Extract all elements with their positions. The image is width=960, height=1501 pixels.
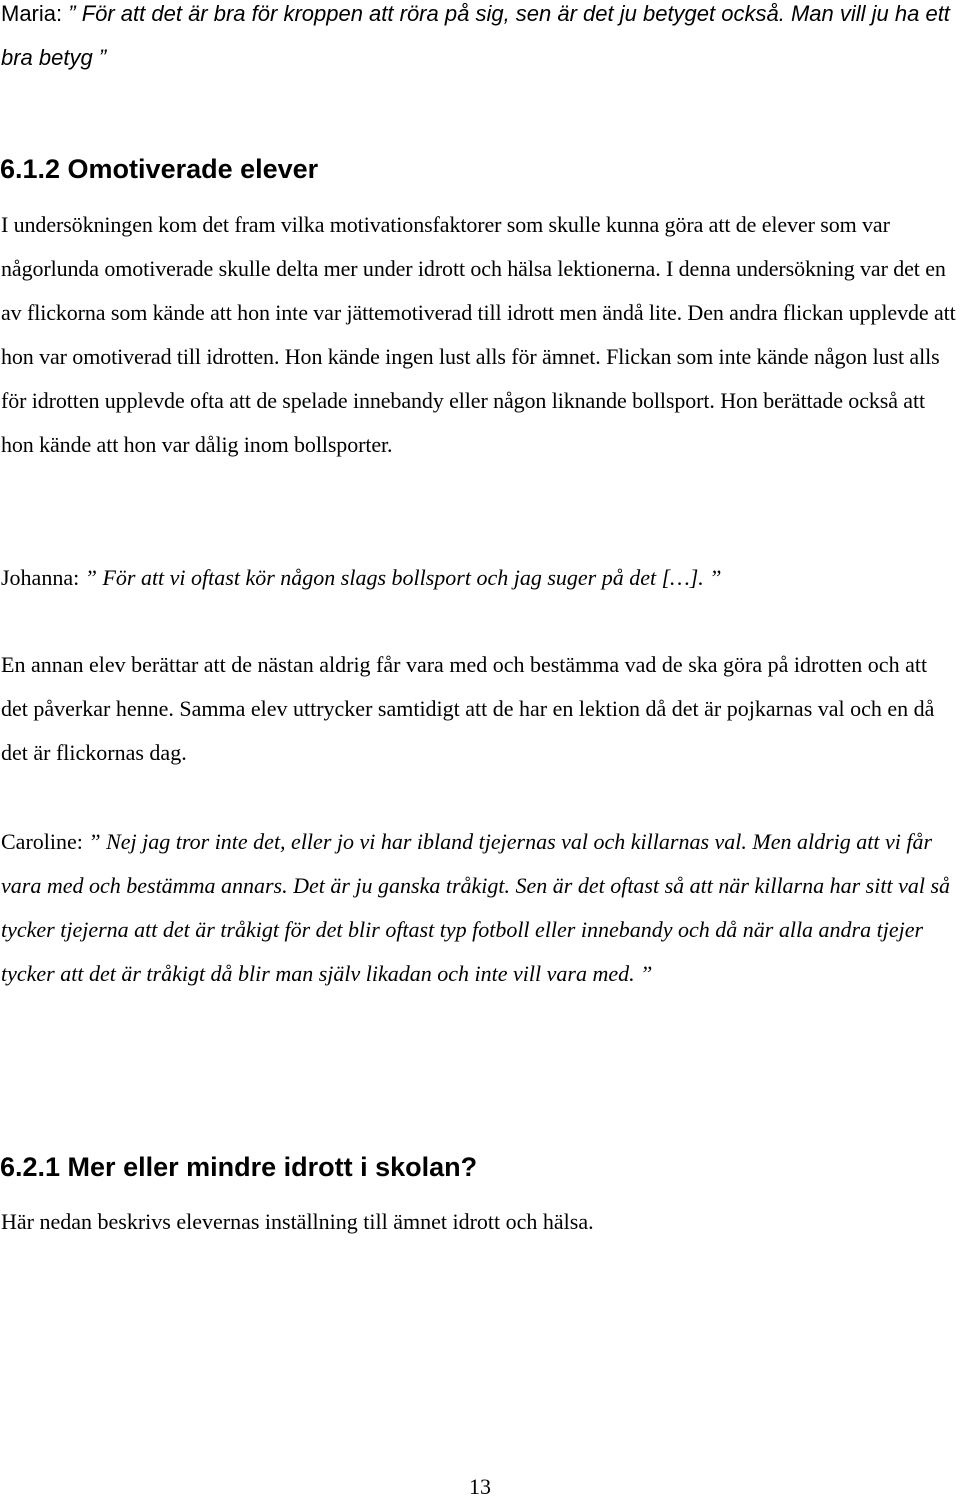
section-heading-6-1-2: 6.1.2 Omotiverade elever — [0, 154, 319, 184]
quote-speaker: Caroline: — [1, 829, 83, 854]
paragraph-annan-elev: En annan elev berättar att de nästan aldrig får vara med och bestämma vad de ska göra på idrotten och att det påverkar henne. Samma elev uttrycker samtidigt att de har en lektion då det är pojkarnas val och en då det är flickornas dag. — [1, 652, 935, 765]
quote-caroline — [1, 820, 959, 996]
quote-speaker: Johanna: — [1, 565, 80, 590]
quote-text: ” För att det är bra för kroppen att röra på sig, sen är det ju betyget också. Man vill ju ha ett bra betyg ” — [1, 1, 950, 70]
quote-speaker: Maria: — [1, 1, 63, 26]
page-number: 13 — [469, 1474, 491, 1499]
quote-maria — [1, 0, 959, 80]
quote-text: ” För att vi oftast kör någon slags bollsport och jag suger på det […]. ” — [84, 565, 722, 590]
quote-johanna — [1, 556, 959, 600]
paragraph-omotiverade: I undersökningen kom det fram vilka motivationsfaktorer som skulle kunna göra att de elever som var någorlunda omotiverade skulle delta mer under idrott och hälsa lektionerna. I denna undersökning var det en av flickorna som kände att hon inte var jättemotiverad till idrott men ändå lite. Den andra flickan upplevde att hon var omotiverad till idrotten. Hon kände ingen lust alls för ämnet. Flickan som inte kände någon lust alls för idrotten upplevde ofta att de spelade innebandy eller någon liknande bollsport. Hon berättade också att hon kände att hon var dålig inom bollsporter. — [1, 212, 956, 457]
section-heading-6-2-1: 6.2.1 Mer eller mindre idrott i skolan? — [0, 1152, 478, 1182]
paragraph-installning: Här nedan beskrivs elevernas inställning till ämnet idrott och hälsa. — [1, 1209, 594, 1234]
quote-text: ” Nej jag tror inte det, eller jo vi har ibland tjejernas val och killarnas val. Men aldrig att vi får vara med och bestämma annars. Det är ju ganska tråkigt. Sen är det oftast så att när killarna har sitt val så tycker tjejerna att det är tråkigt för det blir oftast typ fotboll eller innebandy och då när alla andra tjejer tycker att det är tråkigt då blir man själv likadan och inte vill vara med. ” — [1, 829, 951, 986]
